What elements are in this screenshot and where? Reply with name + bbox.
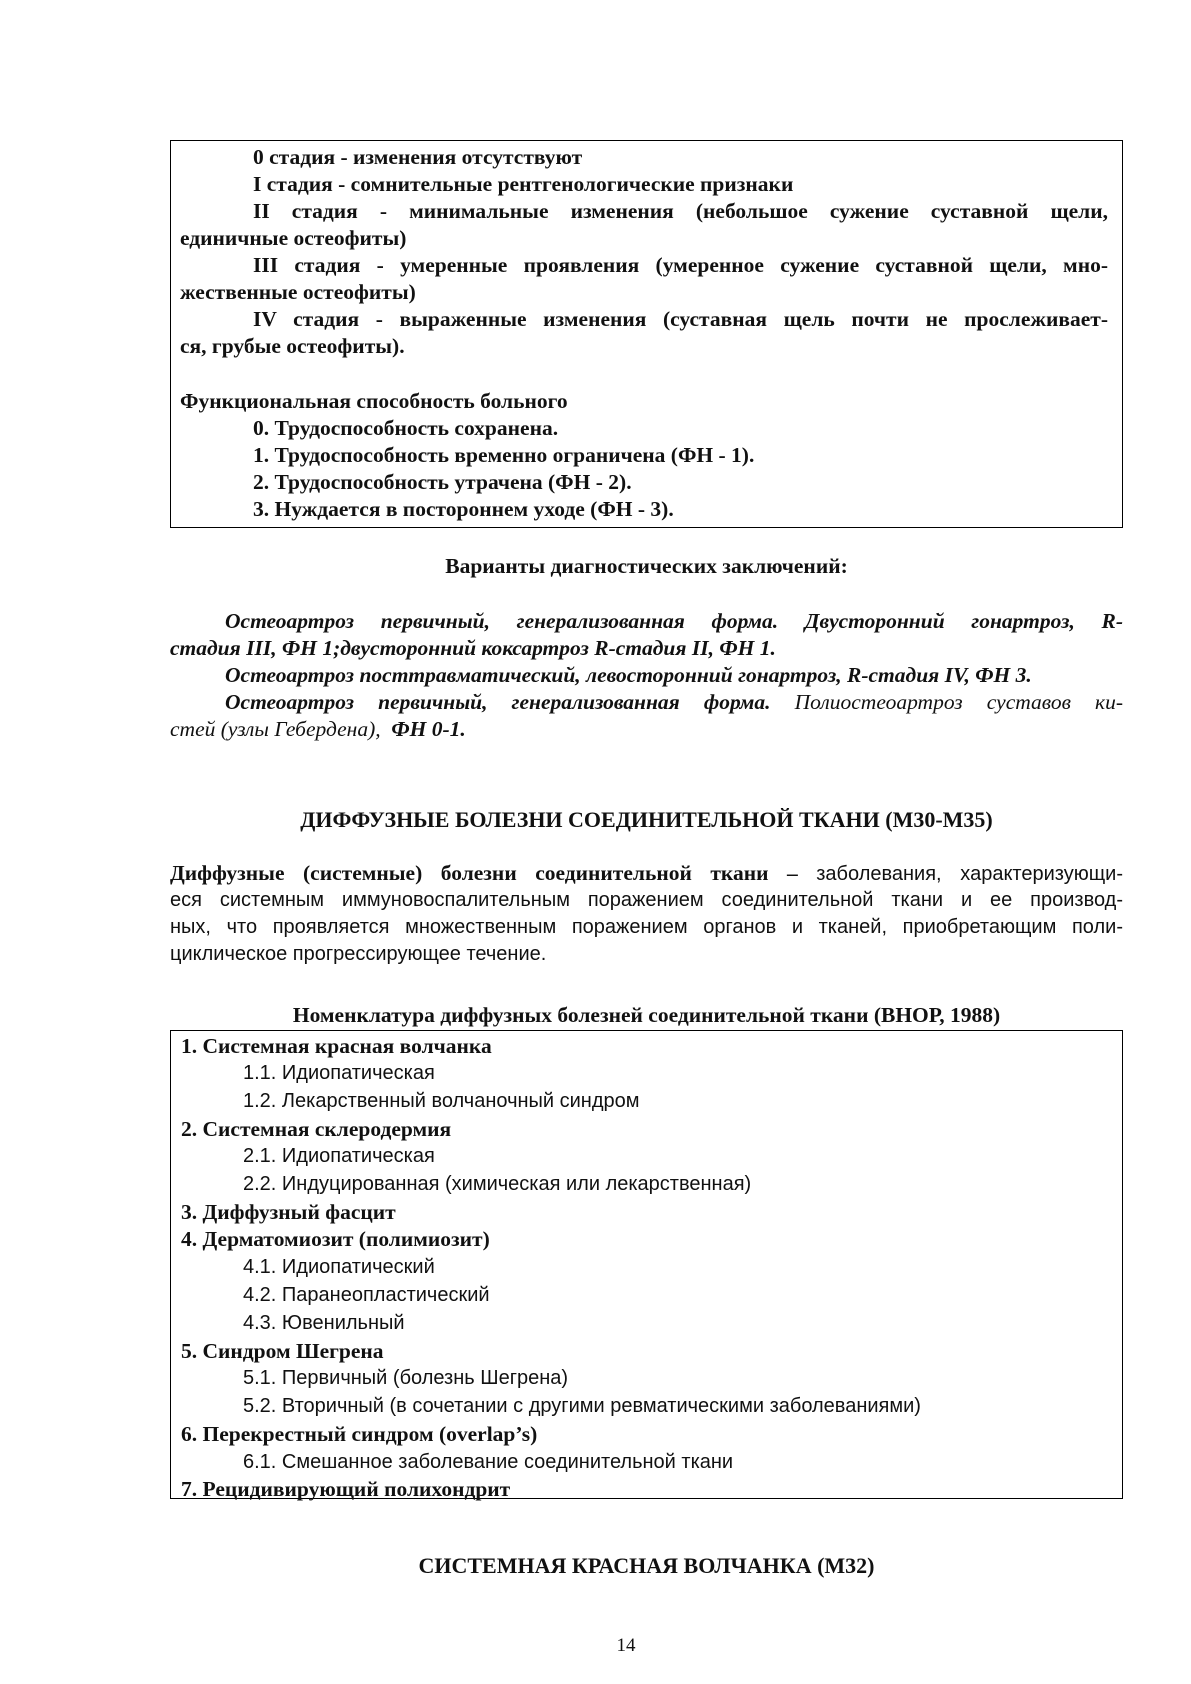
nom-item-4-1: 4.1. Идиопатический: [243, 1256, 435, 1278]
definition-start: заболевания, характеризующи-: [816, 863, 1124, 885]
nom-item-4-3: 4.3. Ювенильный: [243, 1312, 405, 1334]
nom-item-6-1: 6.1. Смешанное заболевание соединительной ткани: [243, 1451, 734, 1473]
nom-item-1-2: 1.2. Лекарственный волчаночный синдром: [243, 1090, 640, 1112]
variant-1-line1: Остеоартроз первичный, генерализованная форма. Двусторонний гонартроз, R-: [225, 609, 1123, 633]
func-0: 0. Трудоспособность сохранена.: [253, 416, 559, 440]
variant-3-line1: [225, 689, 1123, 716]
nom-item-1-1: 1.1. Идиопатическая: [243, 1062, 435, 1084]
definition-line4: циклическое прогрессирующее течение.: [170, 943, 547, 965]
page-number: 14: [616, 1635, 636, 1656]
section-heading-diffuse: ДИФФУЗНЫЕ БОЛЕЗНИ СОЕДИНИТЕЛЬНОЙ ТКАНИ (М30-М35): [300, 807, 993, 832]
stage-3-line1: III стадия - умеренные проявления (умеренное сужение суставной щели, мно-: [253, 253, 1108, 277]
stage-0: 0 стадия - изменения отсутствуют: [253, 145, 583, 169]
func-2: 2. Трудоспособность утрачена (ФН - 2).: [253, 470, 632, 494]
nomenclature-title: Номенклатура диффузных болезней соединительной ткани (ВНОР, 1988): [292, 1003, 1001, 1027]
stage-4-line1: IV стадия - выраженные изменения (суставная щель почти не прослеживает-: [253, 307, 1108, 331]
variant-3-bold: Остеоартроз первичный, генерализованная форма.: [225, 690, 771, 714]
stage-2-line1: II стадия - минимальные изменения (небольшое сужение суставной щели,: [253, 199, 1108, 223]
nom-item-5: 5. Синдром Шегрена: [181, 1339, 384, 1363]
nom-item-1: 1. Системная красная волчанка: [181, 1034, 492, 1058]
func-1: 1. Трудоспособность временно ограничена (ФН - 1).: [253, 443, 755, 467]
stage-1: I стадия - сомнительные рентгенологические признаки: [253, 172, 794, 196]
stage-3-line2: жественные остеофиты): [180, 280, 416, 304]
variant-3-plain: стей (узлы Гебердена),: [170, 717, 381, 741]
variant-3-rest: Полиостеоартроз суставов ки-: [794, 690, 1123, 714]
nom-item-5-2: 5.2. Вторичный (в сочетании с другими ревматическими заболеваниями): [243, 1395, 921, 1417]
variants-title: Варианты диагностических заключений:: [445, 554, 848, 578]
variant-3-fn: ФН 0-1.: [391, 717, 466, 741]
nom-item-4: 4. Дерматомиозит (полимиозит): [181, 1227, 490, 1251]
variant-3-line2: [170, 716, 466, 743]
stage-4-line2: ся, грубые остеофиты).: [180, 334, 405, 358]
nom-item-7: 7. Рецидивирующий полихондрит: [181, 1477, 511, 1501]
nom-item-3: 3. Диффузный фасцит: [181, 1200, 396, 1224]
section-heading-sle: СИСТЕМНАЯ КРАСНАЯ ВОЛЧАНКА (М32): [418, 1553, 875, 1578]
variant-2: Остеоартроз посттравматический, левосторонний гонартроз, R-стадия IV, ФН 3.: [225, 663, 1032, 687]
stage-2-line2: единичные остеофиты): [180, 226, 407, 250]
nom-item-2: 2. Системная склеродермия: [181, 1117, 452, 1141]
definition-line3: ных, что проявляется множественным поражением органов и тканей, приобретающим поли-: [170, 916, 1123, 938]
variant-1-line2: стадия III, ФН 1;двусторонний коксартроз R-стадия II, ФН 1.: [170, 636, 776, 660]
definition-line2: еся системным иммуновоспалительным поражением соединительной ткани и ее производ-: [170, 889, 1123, 911]
definition-line1: [170, 860, 1123, 888]
nom-item-6: 6. Перекрестный синдром (overlap’s): [181, 1422, 538, 1446]
nom-item-2-1: 2.1. Идиопатическая: [243, 1145, 435, 1167]
nom-item-2-2: 2.2. Индуцированная (химическая или лекарственная): [243, 1173, 752, 1195]
func-3: 3. Нуждается в постороннем уходе (ФН - 3).: [253, 497, 674, 521]
definition-term: Диффузные (системные) болезни соединительной ткани –: [170, 861, 798, 885]
func-title: Функциональная способность больного: [180, 389, 568, 413]
nom-item-4-2: 4.2. Паранеопластический: [243, 1284, 490, 1306]
nom-item-5-1: 5.1. Первичный (болезнь Шегрена): [243, 1367, 569, 1389]
